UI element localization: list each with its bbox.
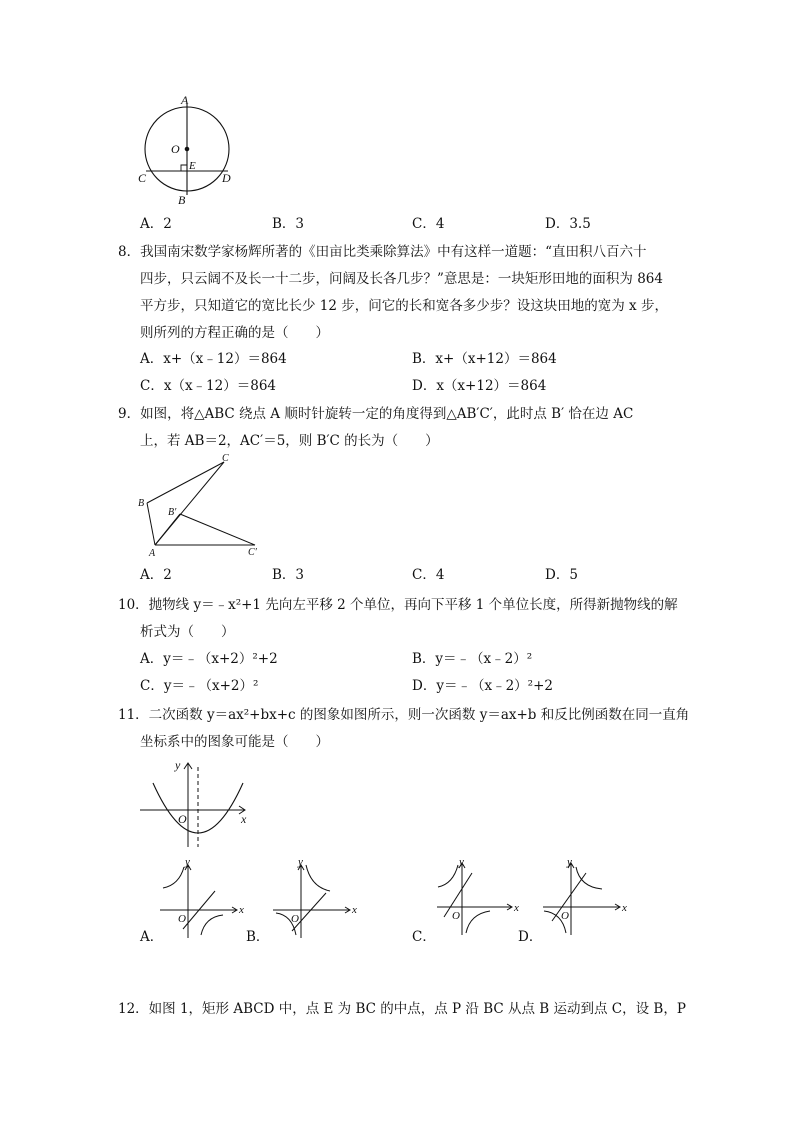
q8-option-d[interactable]: D．x（x+12）＝864	[412, 378, 547, 394]
label-o: O	[178, 913, 186, 925]
label-x: x	[352, 904, 357, 916]
hyperbola-branch-upper	[576, 867, 602, 889]
hyperbola-branch-upper	[306, 865, 330, 891]
q9-triangle-figure	[130, 453, 270, 563]
label-b-prime: B′	[168, 507, 177, 518]
label-a: A	[149, 548, 156, 559]
label-c: C	[138, 171, 147, 185]
q11-option-a[interactable]: A．	[140, 929, 164, 945]
q7-circle-figure	[130, 92, 245, 207]
q10-option-b[interactable]: B．y＝﹣（x﹣2）²	[412, 651, 533, 667]
q7-option-d[interactable]: D．3.5	[545, 216, 591, 232]
label-x: x	[239, 904, 244, 916]
hyperbola-branch-lower	[466, 911, 490, 933]
q11-line-1: 11．二次函数 y＝ax²+bx+c 的图象如图所示，则一次函数 y＝ax+b 和反比例函数在同一直角	[118, 707, 690, 723]
line	[552, 873, 586, 921]
label-o: O	[561, 910, 569, 922]
q11-option-d[interactable]: D．	[518, 929, 543, 945]
label-o: O	[178, 812, 187, 826]
q9-option-d[interactable]: D．5	[545, 567, 578, 583]
q10-option-c[interactable]: C．y＝﹣（x+2）²	[140, 678, 259, 694]
segment-bc	[147, 462, 224, 503]
label-y: y	[567, 856, 572, 868]
segment-ab-prime	[155, 514, 180, 545]
label-b: B	[178, 193, 186, 207]
q9-option-b[interactable]: B．3	[272, 567, 305, 583]
q10-line-2: 析式为（ ）	[140, 624, 235, 640]
label-y: y	[298, 856, 303, 868]
label-x: x	[622, 902, 627, 914]
q7-option-b[interactable]: B．3	[272, 216, 305, 232]
q10-line-1: 10．抛物线 y＝﹣x²+1 先向左平移 2 个单位，再向下平移 1 个单位长度，所得新抛物线的解	[118, 597, 678, 613]
q9-line-2: 上，若 AB＝2，AC′＝5，则 B′C 的长为（ ）	[140, 433, 439, 449]
label-c-prime: C′	[248, 547, 257, 558]
label-x: x	[241, 812, 247, 826]
label-o: O	[171, 142, 180, 156]
center-point	[185, 147, 189, 151]
q12-line-1: 12．如图 1，矩形 ABCD 中，点 E 为 BC 的中点，点 P 沿 BC 从点 B 运动到点 C，设 B，P	[118, 1001, 686, 1017]
q11-graph-a	[155, 855, 250, 940]
label-y: y	[185, 856, 190, 868]
q11-graph-d	[538, 855, 633, 940]
q11-option-c[interactable]: C．	[412, 929, 436, 945]
hyperbola-branch-lower	[201, 915, 223, 935]
label-y: y	[175, 758, 181, 772]
q8-option-a[interactable]: A．x+（x﹣12）＝864	[140, 351, 287, 367]
label-b: B	[138, 498, 145, 509]
line	[292, 893, 326, 931]
q9-option-c[interactable]: C．4	[412, 567, 445, 583]
q11-line-2: 坐标系中的图象可能是（ ）	[140, 734, 329, 750]
q8-line-4: 则所列的方程正确的是（ ）	[140, 325, 329, 341]
q7-option-a[interactable]: A．2	[140, 216, 172, 232]
q11-graph-c	[432, 855, 527, 940]
segment-ab	[147, 503, 155, 545]
q11-graph-b	[268, 855, 363, 940]
q9-option-a[interactable]: A．2	[140, 567, 172, 583]
label-y: y	[459, 856, 464, 868]
right-angle-mark	[181, 165, 187, 171]
q7-option-c[interactable]: C．4	[412, 216, 445, 232]
q9-line-1: 9．如图，将△ABC 绕点 A 顺时针旋转一定的角度得到△AB′C′，此时点 B′ 恰在边 AC	[118, 406, 634, 422]
label-e: E	[189, 160, 196, 172]
label-d: D	[222, 171, 231, 185]
label-o: O	[291, 913, 299, 925]
hyperbola-branch-upper	[438, 865, 458, 887]
q10-option-d[interactable]: D．y＝﹣（x﹣2）²+2	[412, 678, 553, 694]
q8-line-2: 四步，只云阔不及长一十二步，问阔及长各几步？”意思是：一块矩形田地的面积为 864	[140, 271, 663, 287]
hyperbola-branch-upper	[163, 867, 184, 888]
q11-option-b[interactable]: B．	[246, 929, 270, 945]
q11-parabola-figure	[135, 755, 260, 850]
label-x: x	[514, 902, 519, 914]
q8-line-3: 平方步，只知道它的宽比长少 12 步，问它的长和宽各多少步？设这块田地的宽为 x 步，	[140, 298, 668, 314]
label-a: A	[181, 93, 189, 107]
segment-bp-cp	[180, 514, 255, 545]
q8-line-1: 8．我国南宋数学家杨辉所著的《田亩比类乘除算法》中有这样一道题：“直田积八百六十	[118, 244, 647, 260]
label-c: C	[222, 453, 229, 464]
q8-option-b[interactable]: B．x+（x+12）＝864	[412, 351, 557, 367]
label-o: O	[452, 910, 460, 922]
q10-option-a[interactable]: A．y＝﹣（x+2）²+2	[140, 651, 278, 667]
q8-option-c[interactable]: C．x（x﹣12）＝864	[140, 378, 277, 394]
